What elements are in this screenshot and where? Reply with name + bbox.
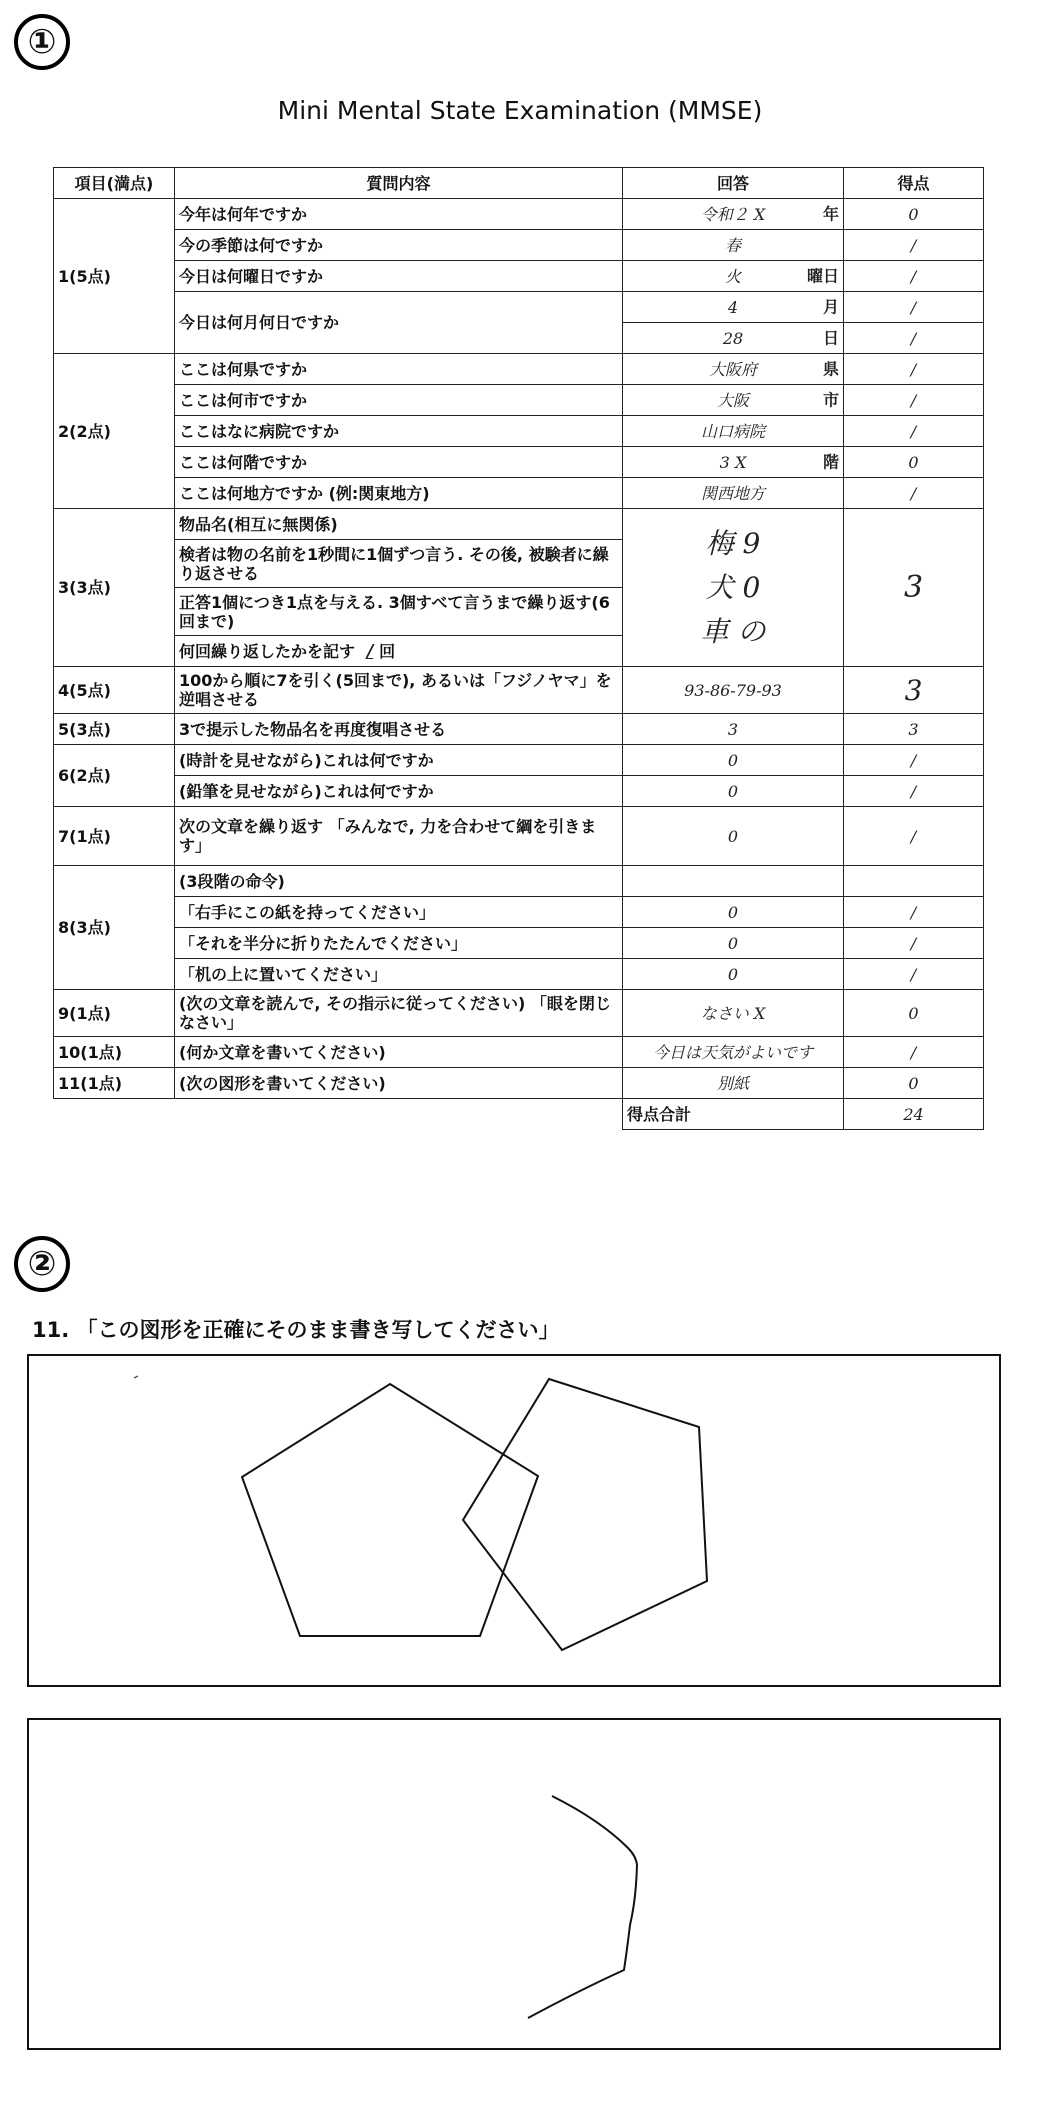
answer-text: 春 (724, 235, 741, 255)
question-cell: 次の文章を繰り返す 「みんなで, 力を合わせて綱を引きます」 (175, 807, 623, 866)
interlocking-pentagons-figure (242, 1379, 707, 1650)
score-cell: / (844, 416, 984, 447)
stray-mark (134, 1376, 138, 1378)
question-cell: 正答1個につき1点を与える. 3個すべて言うまで繰り返す(6回まで) (175, 588, 623, 636)
page-title: Mini Mental State Examination (MMSE) (277, 96, 763, 125)
question-cell: ここは何地方ですか (例:関東地方) (175, 478, 623, 509)
score-cell: 0 (844, 1068, 984, 1099)
answer-text: 0 (727, 781, 739, 801)
section-2-marker: ② (14, 1236, 70, 1292)
answer-unit: 月 (822, 297, 839, 317)
score-cell: / (844, 928, 984, 959)
question-cell: 100から順に7を引く(5回まで), あるいは「フジノヤマ」を逆唱させる (175, 667, 623, 714)
question-cell: 今の季節は何ですか (175, 230, 623, 261)
answer-text: 関西地方 (700, 483, 765, 503)
question-cell: ここはなに病院ですか (175, 416, 623, 447)
score-cell: 3 (844, 714, 984, 745)
question-cell: (3段階の命令) (175, 866, 623, 897)
answer-unit: 県 (822, 359, 839, 379)
answer-unit: 階 (822, 452, 839, 472)
category-cell: 5(3点) (54, 714, 175, 745)
answer-text: 3 (727, 719, 739, 739)
category-cell: 9(1点) (54, 990, 175, 1037)
category-cell: 7(1点) (54, 807, 175, 866)
question-cell: 今日は何月何日ですか (175, 292, 623, 354)
question-cell: (時計を見せながら)これは何ですか (175, 745, 623, 776)
category-cell: 10(1点) (54, 1037, 175, 1068)
score-cell: / (844, 807, 984, 866)
score-cell: 3 (844, 509, 984, 667)
score-cell: / (844, 261, 984, 292)
score-cell: 3 (844, 667, 984, 714)
answer-text: 山口病院 (700, 421, 765, 441)
question-cell: ここは何市ですか (175, 385, 623, 416)
answer-text: なさい X (700, 1003, 766, 1023)
drawing-instruction: 11. 「この図形を正確にそのまま書き写してください」 (32, 1318, 560, 1342)
answer-text: 犬 0 (705, 570, 761, 604)
score-cell: / (844, 385, 984, 416)
score-cell: / (844, 354, 984, 385)
question-cell: (次の図形を書いてください) (175, 1068, 623, 1099)
score-cell: / (844, 959, 984, 990)
answer-unit: 市 (822, 390, 839, 410)
question-cell: ここは何県ですか (175, 354, 623, 385)
category-cell: 3(3点) (54, 509, 175, 667)
answer-unit: 年 (822, 204, 839, 224)
answer-unit: 曜日 (806, 266, 839, 286)
question-cell: 「右手にこの紙を持ってください」 (175, 897, 623, 928)
question-cell: 「机の上に置いてください」 (175, 959, 623, 990)
answer-text: 令和２ X (700, 204, 766, 224)
repeat-count: / (366, 640, 374, 662)
answer-text: 火 (724, 266, 741, 286)
answer-text: 今日は天気がよいです (652, 1042, 813, 1062)
total-score: 24 (844, 1099, 984, 1130)
answer-text: 0 (727, 964, 739, 984)
category-cell: 2(2点) (54, 354, 175, 509)
score-cell: / (844, 230, 984, 261)
answer-text: 4 (727, 297, 739, 317)
question-text: 何回繰り返したかを記す (179, 641, 356, 661)
answer-text: 0 (727, 750, 739, 770)
answer-text: 28 (722, 328, 744, 348)
score-cell: 0 (844, 447, 984, 478)
section-1-marker: ① (14, 14, 70, 70)
question-cell: 3で提示した物品名を再度復唱させる (175, 714, 623, 745)
score-cell: / (844, 478, 984, 509)
answer-text: 93-86-79-93 (684, 680, 782, 700)
score-cell: 0 (844, 199, 984, 230)
question-cell: (何か文章を書いてください) (175, 1037, 623, 1068)
header-item: 項目(満点) (54, 168, 175, 199)
score-cell: / (844, 323, 984, 354)
answer-text: 車 の (700, 614, 766, 648)
answer-text: 大阪 (716, 390, 749, 410)
category-cell: 4(5点) (54, 667, 175, 714)
answer-unit: 日 (822, 328, 839, 348)
answer-text: 梅 9 (705, 526, 761, 560)
total-label: 得点合計 (623, 1099, 844, 1130)
score-cell: / (844, 745, 984, 776)
score-cell: / (844, 897, 984, 928)
score-cell: 0 (844, 990, 984, 1037)
answer-text: 0 (727, 826, 739, 846)
score-cell: / (844, 1037, 984, 1068)
header-score: 得点 (844, 168, 984, 199)
question-cell: (鉛筆を見せながら)これは何ですか (175, 776, 623, 807)
answer-text: 大阪府 (708, 359, 757, 379)
question-cell: (次の文章を読んで, その指示に従ってください) 「眼を閉じなさい」 (175, 990, 623, 1037)
question-cell: 今年は何年ですか (175, 199, 623, 230)
category-cell: 8(3点) (54, 866, 175, 990)
score-cell: / (844, 292, 984, 323)
pentagon-left (242, 1384, 538, 1636)
question-cell: 今日は何曜日ですか (175, 261, 623, 292)
answer-text: 3 X (719, 452, 747, 472)
answer-text: 別紙 (716, 1073, 749, 1093)
category-cell: 6(2点) (54, 745, 175, 807)
answer-text: 0 (727, 902, 739, 922)
question-cell: 「それを半分に折りたたんでください」 (175, 928, 623, 959)
score-cell: / (844, 776, 984, 807)
header-answer: 回答 (623, 168, 844, 199)
question-suffix: 回 (379, 641, 396, 661)
question-cell: ここは何階ですか (175, 447, 623, 478)
answer-text: 0 (727, 933, 739, 953)
pentagon-right (463, 1379, 707, 1650)
header-question: 質問内容 (175, 168, 623, 199)
patient-drawing-stroke (528, 1796, 637, 2018)
category-cell: 1(5点) (54, 199, 175, 354)
category-cell: 11(1点) (54, 1068, 175, 1099)
question-cell: 検者は物の名前を1秒間に1個ずつ言う. その後, 被験者に繰り返させる (175, 540, 623, 588)
question-cell: 物品名(相互に無関係) (175, 509, 623, 540)
